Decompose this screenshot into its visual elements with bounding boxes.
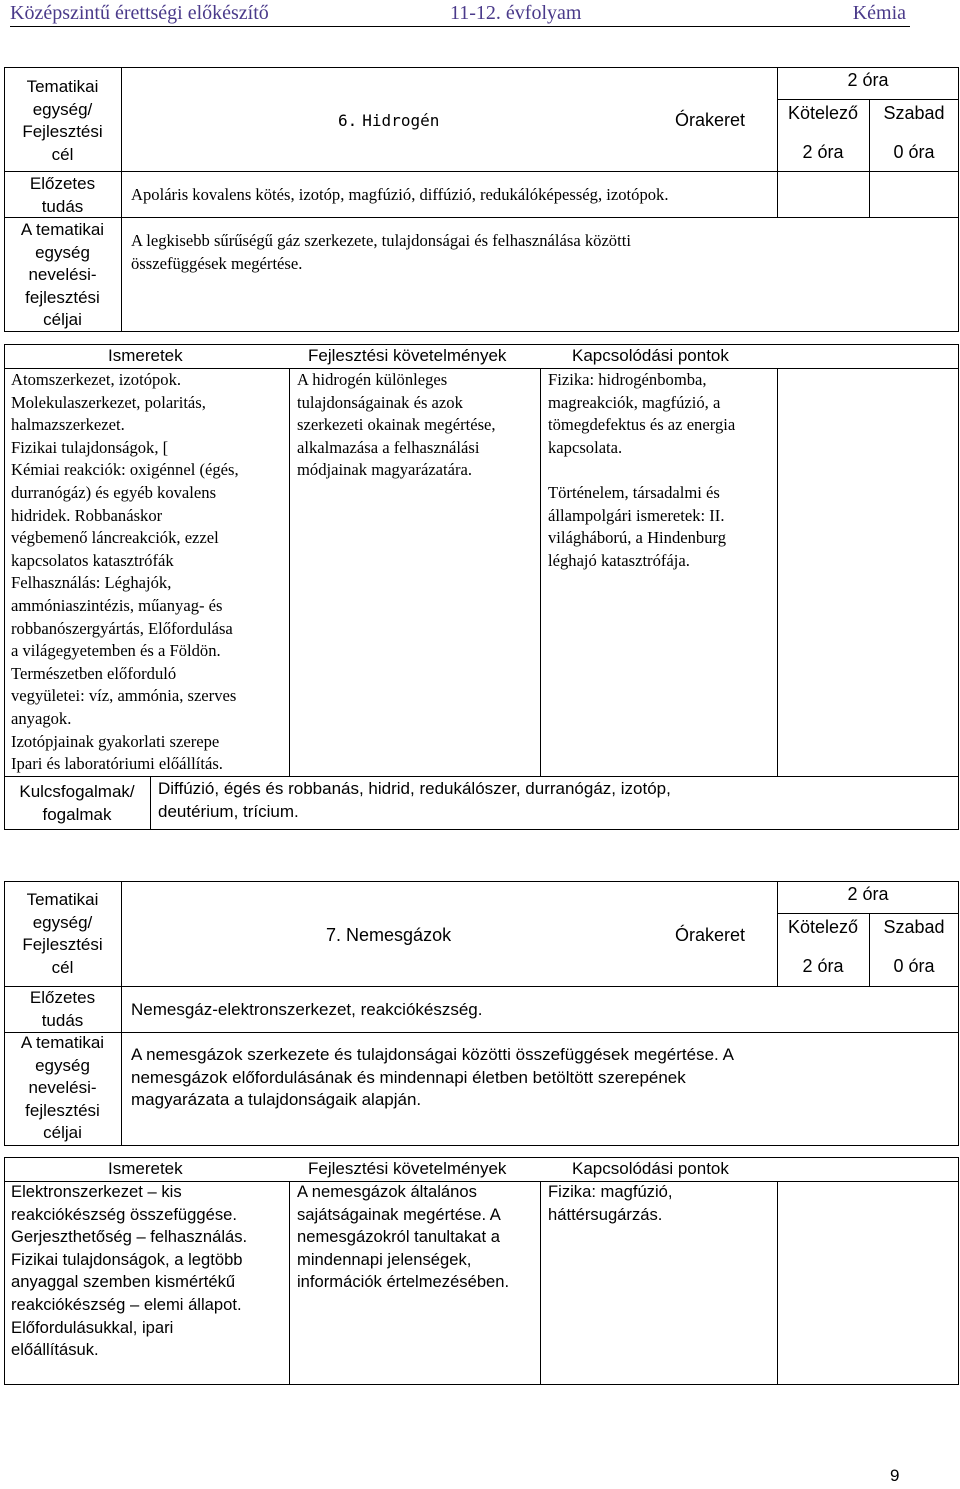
kotelezo-label: Kötelező xyxy=(787,103,859,123)
kulcsfogalmak-text: Diffúzió, égés és robbanás, hidrid, redukálószer, durranógáz, izotóp, deutérium, trícium. xyxy=(158,779,671,821)
kapcsolodasi-list: Fizika: magfúzió, háttérsugárzás. xyxy=(548,1182,673,1224)
goals-text: A legkisebb sűrűségű gáz szerkezete, tulajdonságai és felhasználása közötti összefüggések megértése. xyxy=(131,231,631,273)
ismeretek-list: Elektronszerkezet – kis reakciókészség összefüggése. Gerjeszthetőség – felhasználás. Fizikai tulajdonságok, a legtöbb anyaggal szemben kismértékű reakciókészség – elemi állapot. Előfordulásukkal, ipari előállításuk. xyxy=(11,1182,248,1360)
ismeretek-list: Atomszerkezet, izotópok. Molekulaszerkezet, polaritás, halmazszerkezet. Fizikai tulajdonságok, [ Kémiai reakciók: oxigénnel (égés, durranógáz) és egyéb kovalens hidridek. Robbanáskor végbemenő láncreakciók, ezzel kapcsolatos katasztrófák Felhasználás: Léghajók, ammóniaszintézis, műanyag- és robbanószergyártás, Előfordulása a világegyetemben és a Földön. Természetben előforduló vegyületei: víz, ammónia, szerves anyagok. Izotópjainak gyakorlati szerepe Ipari és laboratóriumi előállítás. xyxy=(11,370,239,774)
col-header-kovetelmenyek: Fejlesztési követelmények xyxy=(308,346,507,365)
row-label-prior-knowledge: Előzetes tudás xyxy=(29,174,96,216)
page-number: 9 xyxy=(890,1466,900,1485)
kotelezo-label: Kötelező xyxy=(787,917,859,937)
row-label-unit: Tematikai egység/ Fejlesztési cél xyxy=(22,77,103,164)
kovetelmenyek-list: A nemesgázok általános sajátságainak megértése. A nemesgázokról tanultakat a mindennapi jelenségek, információk értelmezésében. xyxy=(297,1182,510,1292)
col-header-kapcsolodasi: Kapcsolódási pontok xyxy=(572,346,729,365)
prior-knowledge-text: Nemesgáz-elektronszerkezet, reakciókészség. xyxy=(131,1000,483,1019)
kotelezo-hours: 2 óra xyxy=(802,142,844,162)
kotelezo-hours: 2 óra xyxy=(802,956,844,976)
orakeret-label: Órakeret xyxy=(675,110,746,130)
row-label-goals: A tematikai egység nevelési- fejlesztési céljai xyxy=(20,220,105,329)
unit-title: 7. Nemesgázok xyxy=(326,925,452,945)
col-header-kapcsolodasi: Kapcsolódási pontok xyxy=(572,1159,729,1178)
header-subject: Kémia xyxy=(852,2,906,24)
szabad-label: Szabad xyxy=(883,103,945,123)
col-header-kovetelmenyek: Fejlesztési követelmények xyxy=(308,1159,507,1178)
unit-title: 6. Hidrogén xyxy=(338,111,440,130)
hours-total: 2 óra xyxy=(847,884,889,904)
goals-text: A nemesgázok szerkezete és tulajdonságai közötti összefüggések megértése. A nemesgázok előfordulásának és mindennapi életben betöltött szerepének magyarázata a tulajdonságaik alapján. xyxy=(131,1045,734,1109)
kulcsfogalmak-label: Kulcsfogalmak/ fogalmak xyxy=(19,782,135,824)
row-label-prior-knowledge: Előzetes tudás xyxy=(29,988,96,1030)
col-header-ismeretek: Ismeretek xyxy=(108,346,183,365)
row-label-goals: A tematikai egység nevelési- fejlesztési céljai xyxy=(20,1033,105,1142)
kovetelmenyek-list: A hidrogén különleges tulajdonságainak és azok szerkezeti okainak megértése, alkalmazása a felhasználási módjainak magyarázatára. xyxy=(297,370,496,480)
kapcsolodasi-list: Fizika: hidrogénbomba, magreakciók, magfúzió, a tömegdefektus és az energia kapcsolata. Történelem, társadalmi és állampolgári ismeretek: II. világháború, a Hindenburg léghajó katasztrófája. xyxy=(548,370,736,570)
szabad-hours: 0 óra xyxy=(893,956,935,976)
hours-total: 2 óra xyxy=(847,70,889,90)
szabad-hours: 0 óra xyxy=(893,142,935,162)
orakeret-label: Órakeret xyxy=(675,925,746,945)
row-label-unit: Tematikai egység/ Fejlesztési cél xyxy=(22,890,103,977)
header-grade: 11-12. évfolyam xyxy=(450,2,582,24)
col-header-ismeretek: Ismeretek xyxy=(108,1159,183,1178)
prior-knowledge-text: Apoláris kovalens kötés, izotóp, magfúzió, diffúzió, redukálóképesség, izotópok. xyxy=(131,185,669,204)
header-course-title: Középszintű érettségi előkészítő xyxy=(10,2,269,24)
page-header xyxy=(10,0,910,27)
szabad-label: Szabad xyxy=(883,917,945,937)
